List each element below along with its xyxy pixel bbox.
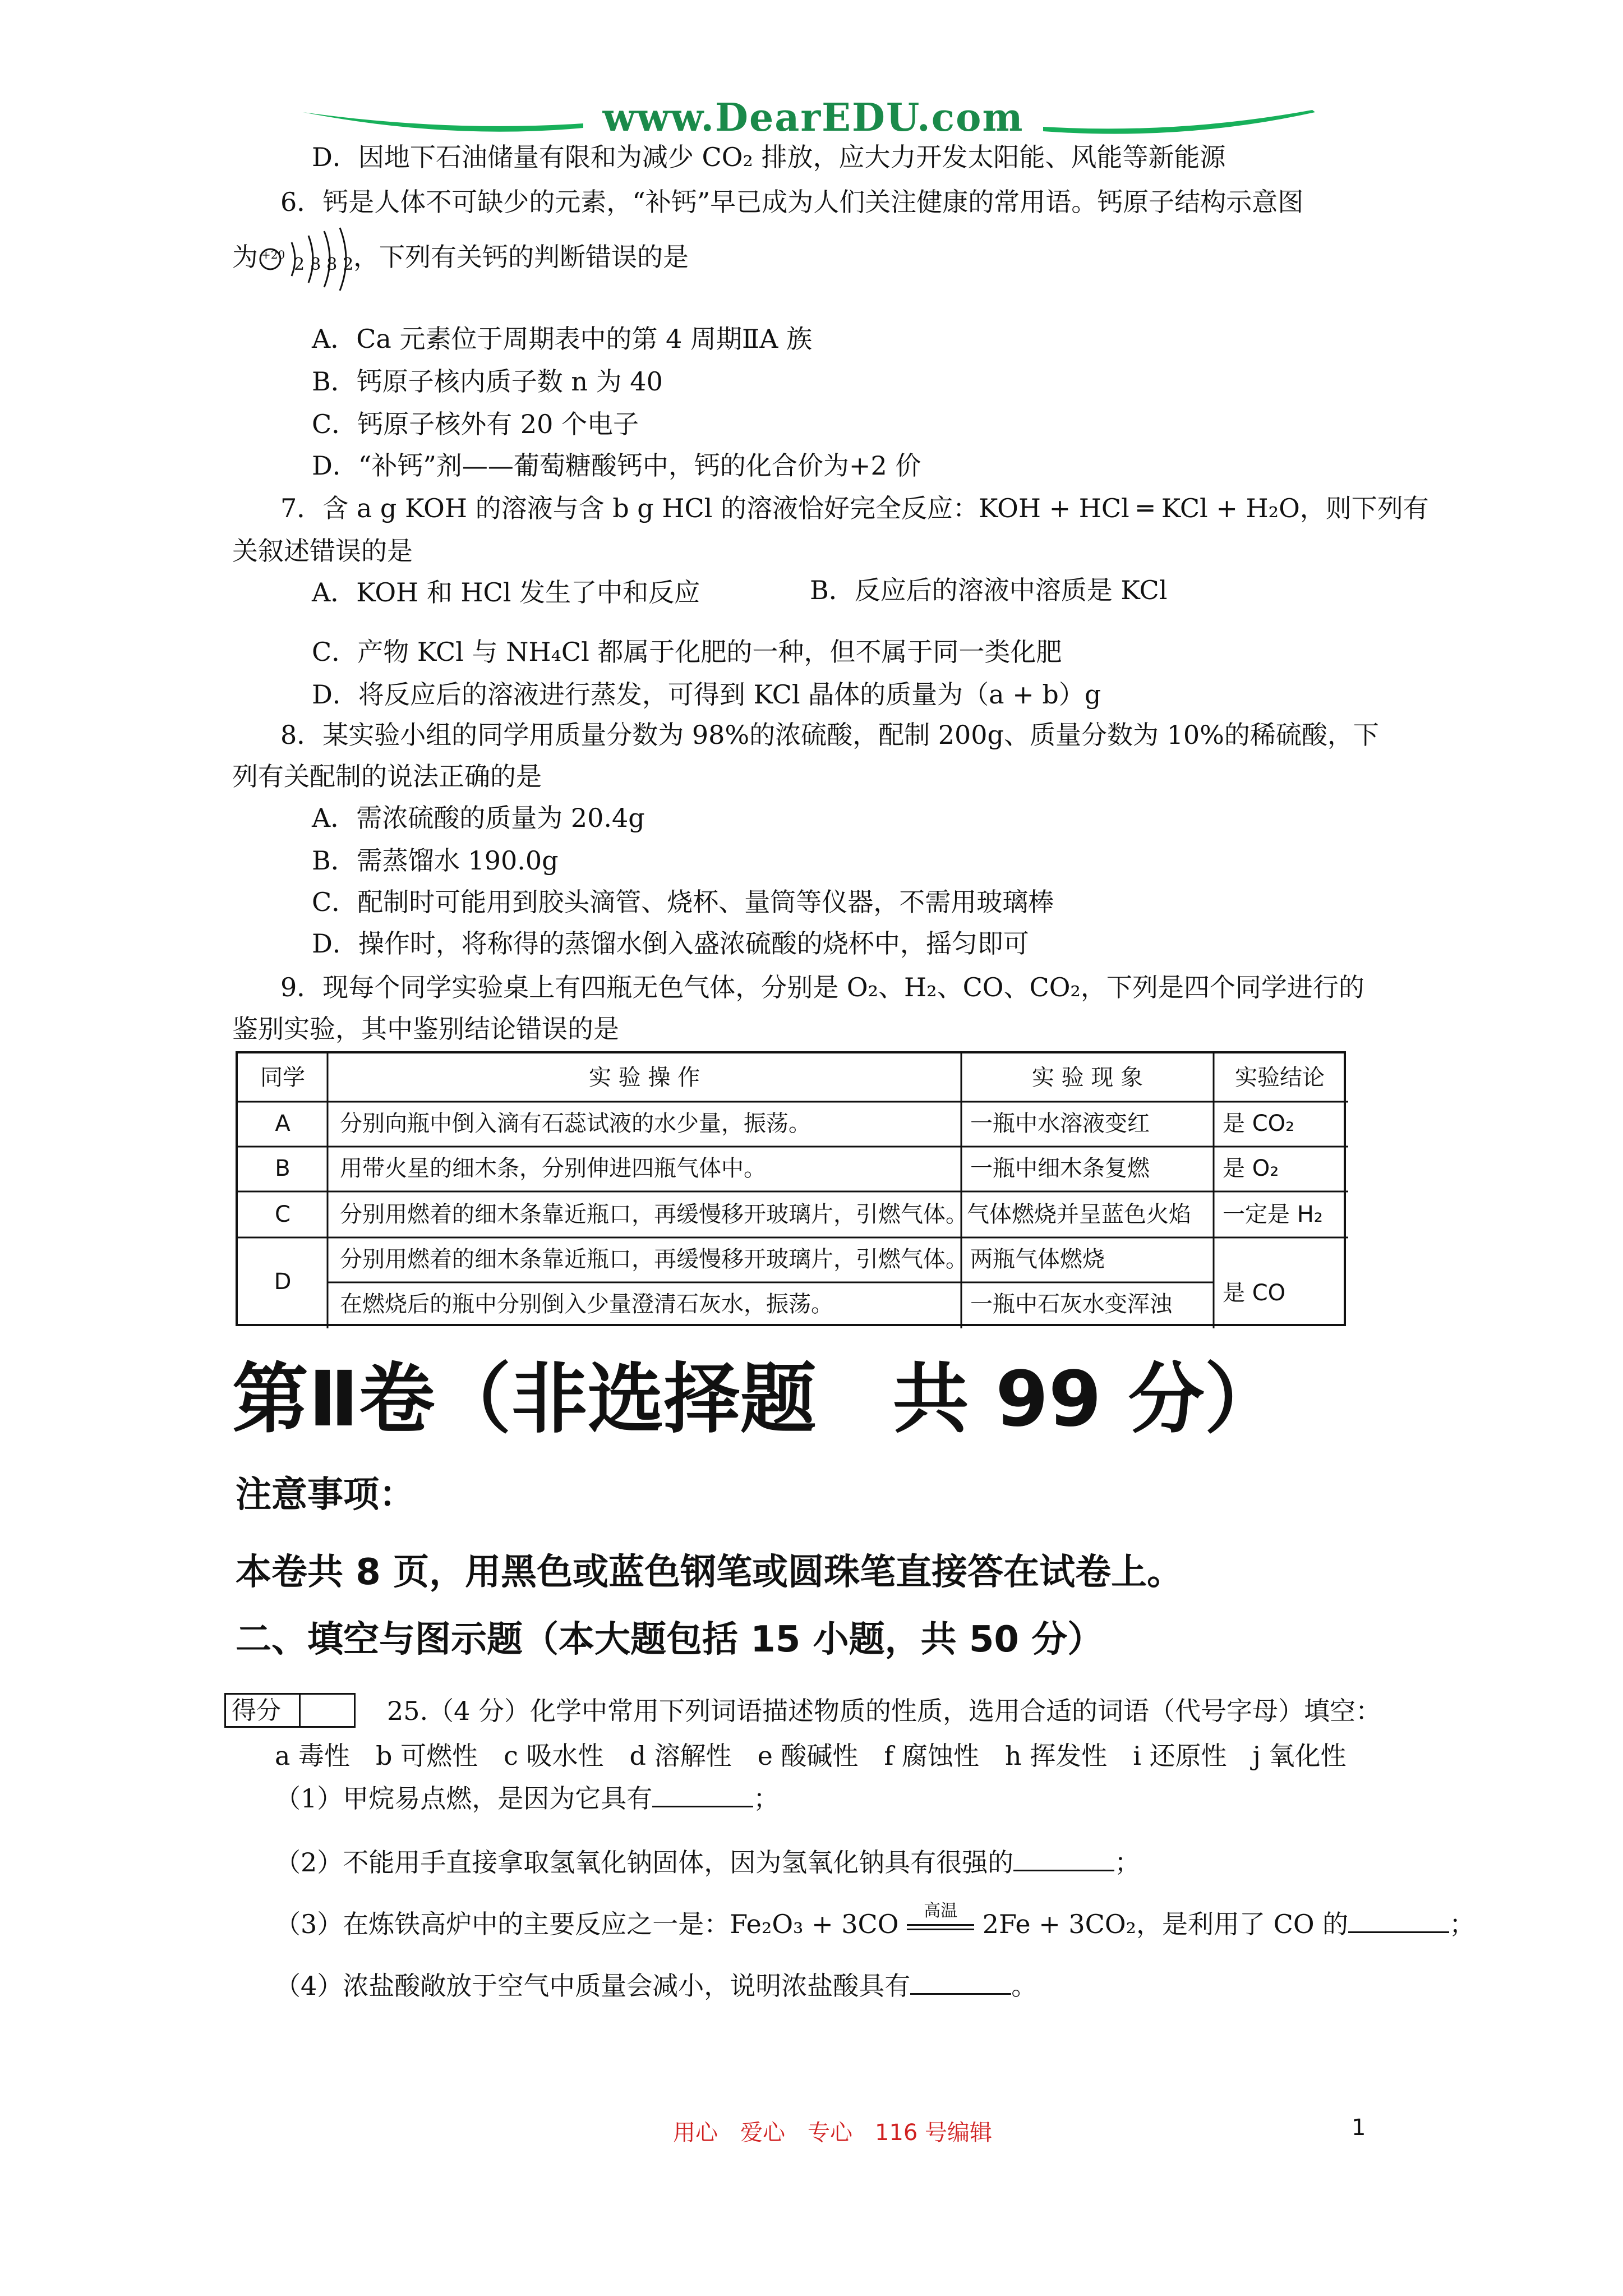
q6-stem-line2: 为 +20 2882 ，下列有关钙的判断错误的是 [232,240,689,276]
q7-option-d: D．将反应后的溶液进行蒸发，可得到 KCl 晶体的质量为（a + b）g [312,679,1101,710]
table-row-a-student: A [275,1111,291,1137]
q8-option-b: B．需蒸馏水 190.0g [312,845,559,876]
table-row-d-phenomenon: 两瓶气体燃烧 [970,1246,1105,1272]
q25-sub1: （1）甲烷易点燃，是因为它具有 ； [275,1783,780,1814]
notice-body: 本卷共 8 页，用黑色或蓝色钢笔或圆珠笔直接答在试卷上。 [236,1552,1183,1593]
page-number: 1 [1352,2115,1366,2141]
q8-stem-line1: 8．某实验小组的同学用质量分数为 98%的浓硫酸，配制 200g、质量分数为 10%的稀硫酸，下 [280,720,1379,750]
table-row-d-conclusion: 是 CO [1223,1280,1286,1306]
q25-blank-2[interactable] [1013,1847,1114,1871]
table-row-a-phenomenon: 一瓶中水溶液变红 [970,1111,1150,1137]
table-row-b-student: B [275,1156,291,1181]
table-row-c-student: C [275,1202,291,1227]
q25-stem: 25.（4 分）化学中常用下列词语描述物质的性质，选用合适的词语（代号字母）填空： [387,1696,1382,1726]
score-box-divider [299,1695,301,1726]
q25-blank-3[interactable] [1348,1909,1449,1933]
table-header-phenomenon: 实 验 现 象 [1031,1065,1144,1091]
q7-option-a: A．KOH 和 HCl 发生了中和反应 [312,577,700,608]
footer-text: 用心 爱心 专心 116 号编辑 [673,2120,993,2146]
page-header [0,0,1623,157]
experiment-table [236,1051,1346,1326]
score-box[interactable] [224,1693,356,1728]
notice-title: 注意事项： [236,1474,415,1516]
q25-options: a 毒性 b 可燃性 c 吸水性 d 溶解性 e 酸碱性 f 腐蚀性 h 挥发性 i 还原性 j 氧化性 [275,1741,1347,1771]
table-header-conclusion: 实验结论 [1235,1065,1325,1091]
reaction-condition-arrow-icon [907,1901,974,1932]
table-row-c-operation: 分别用燃着的细木条靠近瓶口，再缓慢移开玻璃片，引燃气体。 [340,1202,968,1227]
table-row-a-conclusion: 是 CO₂ [1223,1111,1295,1137]
table-header-student: 同学 [260,1065,305,1091]
table-grid-lines [238,1053,1348,1328]
q8-option-c: C．配制时可能用到胶头滴管、烧杯、量筒等仪器，不需用玻璃棒 [312,887,1054,917]
table-row-b-conclusion: 是 O₂ [1223,1156,1279,1181]
q8-option-d: D．操作时，将称得的蒸馏水倒入盛浓硫酸的烧杯中，摇匀即可 [312,928,1029,959]
q25-sub4: （4）浓盐酸敞放于空气中质量会减小，说明浓盐酸具有 。 [275,1971,1038,2001]
table-row-b-phenomenon: 一瓶中细木条复燃 [970,1156,1150,1181]
table-row-d-phenomenon-2: 一瓶中石灰水变浑浊 [970,1291,1172,1317]
table-row-b-operation: 用带火星的细木条，分别伸进四瓶气体中。 [340,1156,766,1181]
q25-blank-4[interactable] [910,1971,1011,1995]
calcium-atom-diagram-icon: +20 2882 [258,242,353,276]
q7-stem-line1: 7．含 a g KOH 的溶液与含 b g HCl 的溶液恰好完全反应：KOH + HCl ═ KCl + H₂O，则下列有 [280,493,1429,523]
table-row-c-conclusion: 一定是 H₂ [1223,1202,1323,1227]
q6-option-d: D．“补钙”剂——葡萄糖酸钙中，钙的化合价为+2 价 [312,450,921,481]
table-row-d-student: D [274,1269,292,1295]
table-row-c-phenomenon: 气体燃烧并呈蓝色火焰 [967,1202,1191,1227]
q7-option-c: C．产物 KCl 与 NH₄Cl 都属于化肥的一种，但不属于同一类化肥 [312,637,1062,667]
table-row-a-operation: 分别向瓶中倒入滴有石蕊试液的水少量，振荡。 [340,1111,811,1137]
q6-option-a: A．Ca 元素位于周期表中的第 4 周期ⅡA 族 [312,324,813,354]
q7-stem-line2: 关叙述错误的是 [232,536,413,566]
q25-sub3: （3）在炼铁高炉中的主要反应之一是：Fe₂O₃ + 3CO 高温 2Fe + 3CO₂，是利用了 CO 的 ； [275,1901,1476,1939]
q5-option-d: D．因地下石油储量有限和为减少 CO₂ 排放，应大力开发太阳能、风能等新能源 [312,142,1226,172]
q7-option-b: B．反应后的溶液中溶质是 KCl [810,575,1168,605]
q25-blank-1[interactable] [652,1783,753,1807]
table-header-operation: 实 验 操 作 [588,1065,700,1091]
q9-stem-line2: 鉴别实验，其中鉴别结论错误的是 [232,1014,619,1044]
table-row-d-operation-2: 在燃烧后的瓶中分别倒入少量澄清石灰水，振荡。 [340,1291,833,1317]
table-row-d-operation: 分别用燃着的细木条靠近瓶口，再缓慢移开玻璃片，引燃气体。 [340,1246,968,1272]
q8-option-a: A．需浓硫酸的质量为 20.4g [312,803,645,833]
score-label: 得分 [232,1696,281,1725]
section2-title: 第Ⅱ卷（非选择题 共 99 分） [232,1355,1281,1444]
site-logo-text[interactable]: www.DearEDU.com [602,95,1024,140]
q8-stem-line2: 列有关配制的说法正确的是 [232,761,542,792]
q6-stem-line1: 6．钙是人体不可缺少的元素，“补钙”早已成为人们关注健康的常用语。钙原子结构示意图 [280,187,1304,217]
q9-stem-line1: 9．现每个同学实验桌上有四瓶无色气体，分别是 O₂、H₂、CO、CO₂，下列是四个同学进行的 [280,972,1364,1002]
q25-sub2: （2）不能用手直接拿取氢氧化钠固体，因为氢氧化钠具有很强的 ； [275,1847,1141,1878]
reaction-condition: 高温 [924,1901,958,1921]
q6-option-b: B．钙原子核内质子数 n 为 40 [312,366,663,397]
part2-title: 二、填空与图示题（本大题包括 15 小题，共 50 分） [236,1619,1104,1660]
q6-option-c: C．钙原子核外有 20 个电子 [312,409,639,439]
